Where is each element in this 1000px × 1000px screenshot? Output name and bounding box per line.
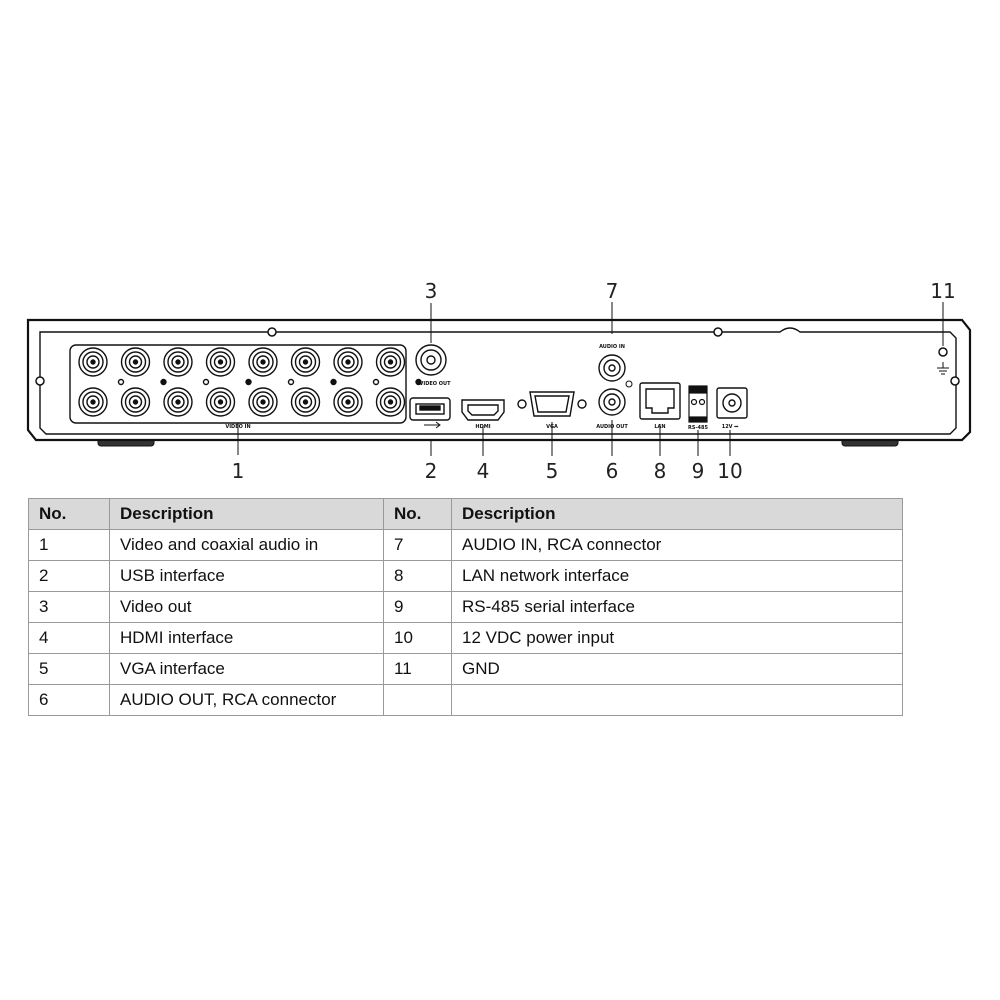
cell-no: 11 xyxy=(384,654,452,685)
bnc-connector xyxy=(207,388,235,416)
table-row xyxy=(29,623,903,654)
video-out-port xyxy=(416,345,446,375)
usb-port xyxy=(410,398,450,420)
bnc-connector xyxy=(292,348,320,376)
cell-description: RS-485 serial interface xyxy=(452,592,903,623)
bnc-connector xyxy=(292,388,320,416)
cell-no: 9 xyxy=(384,592,452,623)
cell-no: 3 xyxy=(29,592,110,623)
cell-no: 2 xyxy=(29,561,110,592)
table-row xyxy=(29,654,903,685)
cell-no: 4 xyxy=(29,623,110,654)
table-row xyxy=(29,530,903,561)
audio-in-port xyxy=(599,355,625,381)
gnd-screw-icon xyxy=(939,348,947,356)
callout-3: 3 xyxy=(424,279,438,303)
header-description-right: Description xyxy=(452,499,903,530)
bnc-connector xyxy=(122,348,150,376)
screw-icon xyxy=(36,377,44,385)
cell-description xyxy=(452,685,903,716)
chassis-outline xyxy=(28,320,970,440)
callout-9: 9 xyxy=(691,459,705,483)
cell-no: 7 xyxy=(384,530,452,561)
screw-icon xyxy=(951,377,959,385)
header-description-left: Description xyxy=(110,499,384,530)
callout-5: 5 xyxy=(545,459,559,483)
callout-11: 11 xyxy=(930,279,956,303)
callout-8: 8 xyxy=(653,459,667,483)
power-port xyxy=(717,388,747,418)
cell-description: AUDIO IN, RCA connector xyxy=(452,530,903,561)
bnc-connector xyxy=(164,348,192,376)
label-hdmi: HDMI xyxy=(475,424,491,430)
bnc-connector xyxy=(164,388,192,416)
screw-icon xyxy=(714,328,722,336)
callout-4: 4 xyxy=(476,459,490,483)
cell-description: AUDIO OUT, RCA connector xyxy=(110,685,384,716)
header-no-right: No. xyxy=(384,499,452,530)
callout-7: 7 xyxy=(605,279,619,303)
callout-2: 2 xyxy=(424,459,438,483)
cell-no: 8 xyxy=(384,561,452,592)
table-row xyxy=(29,561,903,592)
label-rs485: RS-485 xyxy=(688,425,708,431)
label-vga: VGA xyxy=(546,424,558,430)
cell-no xyxy=(384,685,452,716)
bnc-connector xyxy=(79,348,107,376)
bnc-connector xyxy=(334,348,362,376)
label-lan: LAN xyxy=(654,424,666,430)
cell-no: 6 xyxy=(29,685,110,716)
table-header-row xyxy=(29,499,903,530)
bnc-connector xyxy=(207,348,235,376)
channel-mark xyxy=(161,380,166,385)
header-no-left: No. xyxy=(29,499,110,530)
cell-description: VGA interface xyxy=(110,654,384,685)
cell-description: USB interface xyxy=(110,561,384,592)
bnc-connector xyxy=(334,388,362,416)
callout-1: 1 xyxy=(231,459,245,483)
cell-description: GND xyxy=(452,654,903,685)
rs485-port xyxy=(689,386,707,422)
bnc-connector xyxy=(79,388,107,416)
cell-no: 1 xyxy=(29,530,110,561)
lan-port xyxy=(640,383,680,419)
cell-description: LAN network interface xyxy=(452,561,903,592)
label-power: 12V ⎓ xyxy=(721,424,739,430)
channel-mark xyxy=(331,380,336,385)
screw-icon xyxy=(268,328,276,336)
cell-no: 10 xyxy=(384,623,452,654)
rear-panel-diagram xyxy=(0,0,1000,490)
table-row xyxy=(29,592,903,623)
table-row xyxy=(29,685,903,716)
label-audio-in: AUDIO IN xyxy=(599,344,625,350)
bnc-connector xyxy=(249,348,277,376)
callout-10: 10 xyxy=(717,459,743,483)
channel-mark xyxy=(246,380,251,385)
audio-out-port xyxy=(599,389,625,415)
bnc-connector xyxy=(249,388,277,416)
bnc-connector xyxy=(377,388,405,416)
bnc-connector xyxy=(122,388,150,416)
port-description-table xyxy=(28,498,903,716)
hdmi-port xyxy=(462,400,504,420)
cell-description: Video and coaxial audio in xyxy=(110,530,384,561)
callout-6: 6 xyxy=(605,459,619,483)
cell-description: HDMI interface xyxy=(110,623,384,654)
cell-no: 5 xyxy=(29,654,110,685)
label-video-out: VIDEO OUT xyxy=(419,381,451,387)
label-audio-out: AUDIO OUT xyxy=(596,424,628,430)
label-video-in: VIDEO IN xyxy=(225,424,251,430)
dvr-rear-panel xyxy=(28,302,970,456)
cell-description: Video out xyxy=(110,592,384,623)
bnc-connector xyxy=(377,348,405,376)
cell-description: 12 VDC power input xyxy=(452,623,903,654)
